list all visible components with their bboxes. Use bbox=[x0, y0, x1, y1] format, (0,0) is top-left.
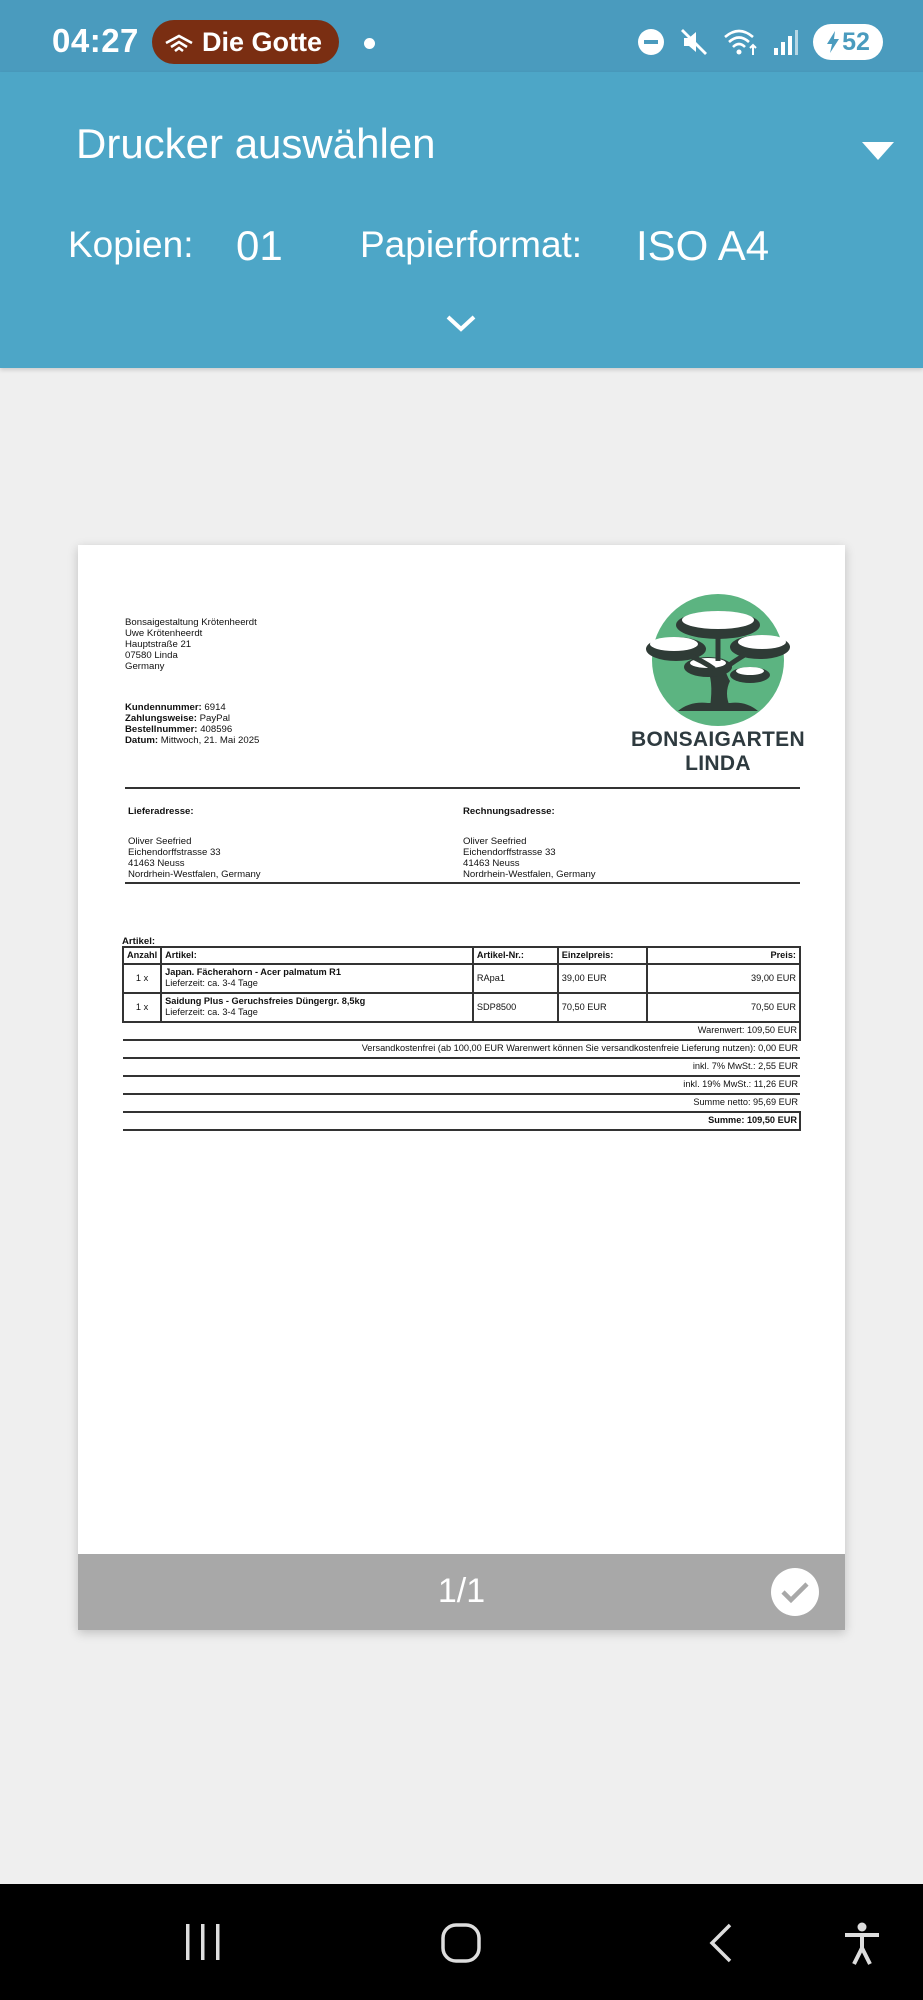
item-sku: RApa1 bbox=[473, 964, 558, 993]
customer-number-label: Kundennummer: bbox=[125, 702, 202, 713]
shipping-cost: Versandkostenfrei (ab 100,00 EUR Warenwert können Sie versandkostenfreie Lieferung nutzen): 0,00 EUR bbox=[123, 1040, 800, 1058]
audible-icon bbox=[164, 31, 194, 53]
chevron-down-icon[interactable] bbox=[444, 312, 478, 334]
vat-19: inkl. 19% MwSt.: 11,26 EUR bbox=[123, 1076, 800, 1094]
dnd-icon bbox=[637, 28, 665, 56]
copies-label: Kopien: bbox=[68, 224, 194, 265]
billing-heading: Rechnungsadresse: bbox=[463, 806, 555, 817]
order-date: Mittwoch, 21. Mai 2025 bbox=[160, 735, 260, 746]
notification-text: Die Gotte bbox=[202, 26, 323, 57]
column-header-sku: Artikel-Nr.: bbox=[473, 947, 558, 964]
divider bbox=[125, 787, 800, 789]
address-line: 41463 Neuss bbox=[463, 858, 520, 869]
logo-text: BONSAIGARTEN LINDA bbox=[631, 728, 805, 775]
charging-bolt-icon bbox=[826, 31, 840, 53]
item-description bbox=[161, 993, 473, 1022]
address-line: Oliver Seefried bbox=[463, 836, 527, 847]
battery-indicator bbox=[813, 24, 883, 60]
status-bar bbox=[0, 0, 923, 72]
shipping-heading: Lieferadresse: bbox=[128, 806, 194, 817]
battery-level: 52 bbox=[842, 27, 870, 56]
back-icon[interactable] bbox=[706, 1922, 736, 1964]
page-indicator: 1/1 bbox=[437, 1572, 486, 1610]
column-header-article: Artikel: bbox=[161, 947, 473, 964]
notification-dot bbox=[364, 38, 375, 49]
table-row bbox=[123, 964, 800, 993]
customer-number: 6914 bbox=[204, 702, 226, 713]
order-number-label: Bestellnummer: bbox=[125, 724, 198, 735]
recent-apps-icon[interactable] bbox=[183, 1922, 223, 1962]
column-header-price: Preis: bbox=[647, 947, 800, 964]
order-number: 408596 bbox=[200, 724, 233, 735]
address-line: Nordrhein-Westfalen, Germany bbox=[463, 869, 596, 880]
address-line: Oliver Seefried bbox=[128, 836, 192, 847]
item-unit-price: 39,00 EUR bbox=[558, 964, 647, 993]
totals-row bbox=[123, 1076, 800, 1094]
item-price: 39,00 EUR bbox=[647, 964, 800, 993]
date-label: Datum: bbox=[125, 735, 159, 746]
item-price: 70,50 EUR bbox=[647, 993, 800, 1022]
totals-row bbox=[123, 1094, 800, 1112]
customer-info bbox=[125, 702, 259, 746]
sender-line: Hauptstraße 21 bbox=[125, 639, 192, 650]
checkmark-icon bbox=[780, 1580, 810, 1604]
vat-7: inkl. 7% MwSt.: 2,55 EUR bbox=[123, 1058, 800, 1076]
page-select-checkbox[interactable] bbox=[771, 1568, 819, 1616]
totals-row bbox=[123, 1040, 800, 1058]
item-qty: 1 x bbox=[123, 993, 161, 1022]
page-footer-bar bbox=[78, 1554, 845, 1630]
print-options-header bbox=[0, 72, 923, 368]
totals-row bbox=[123, 1058, 800, 1076]
address-line: Nordrhein-Westfalen, Germany bbox=[128, 869, 261, 880]
payment-method: PayPal bbox=[199, 713, 231, 724]
totals-row bbox=[123, 1022, 800, 1040]
table-header-row bbox=[123, 947, 800, 964]
home-icon[interactable] bbox=[440, 1922, 482, 1964]
address-line: 41463 Neuss bbox=[128, 858, 185, 869]
paper-size-label: Papierformat: bbox=[360, 224, 583, 265]
totals-row bbox=[123, 1112, 800, 1130]
dropdown-arrow-icon[interactable] bbox=[862, 142, 894, 160]
payment-label: Zahlungsweise: bbox=[125, 713, 197, 724]
sender-line: Bonsaigestaltung Krötenheerdt bbox=[125, 617, 257, 628]
accessibility-icon[interactable] bbox=[843, 1922, 881, 1966]
navigation-bar bbox=[0, 1884, 923, 2000]
item-name: Saidung Plus - Geruchsfreies Düngergr. 8,5kg bbox=[165, 996, 366, 1006]
grand-total: Summe: 109,50 EUR bbox=[123, 1112, 800, 1130]
column-header-unit-price: Einzelpreis: bbox=[558, 947, 647, 964]
items-table bbox=[122, 946, 801, 1131]
sender-line: Uwe Krötenheerdt bbox=[125, 628, 203, 639]
divider bbox=[125, 882, 800, 884]
wifi-icon bbox=[723, 27, 759, 57]
paper-size-value[interactable]: ISO A4 bbox=[636, 222, 770, 269]
item-name: Japan. Fächerahorn - Acer palmatum R1 bbox=[165, 967, 341, 977]
clock: 04:27 bbox=[52, 22, 139, 59]
printer-select-dropdown[interactable]: Drucker auswählen bbox=[76, 120, 436, 167]
shipping-address bbox=[128, 836, 261, 880]
column-header-qty: Anzahl bbox=[123, 947, 161, 964]
item-qty: 1 x bbox=[123, 964, 161, 993]
address-line: Eichendorffstrasse 33 bbox=[128, 847, 221, 858]
item-delivery: Lieferzeit: ca. 3-4 Tage bbox=[165, 978, 258, 988]
goods-value: Warenwert: 109,50 EUR bbox=[123, 1022, 800, 1040]
print-preview-page[interactable] bbox=[78, 545, 845, 1630]
status-icons bbox=[637, 20, 883, 64]
item-sku: SDP8500 bbox=[473, 993, 558, 1022]
item-unit-price: 70,50 EUR bbox=[558, 993, 647, 1022]
item-description bbox=[161, 964, 473, 993]
net-total: Summe netto: 95,69 EUR bbox=[123, 1094, 800, 1112]
item-delivery: Lieferzeit: ca. 3-4 Tage bbox=[165, 1007, 258, 1017]
signal-icon bbox=[773, 28, 799, 56]
mute-icon bbox=[679, 27, 709, 57]
bonsai-tree-logo-icon bbox=[618, 589, 818, 727]
table-row bbox=[123, 993, 800, 1022]
sender-line: 07580 Linda bbox=[125, 650, 178, 661]
media-notification-pill[interactable] bbox=[152, 20, 339, 64]
sender-line: Germany bbox=[125, 661, 165, 672]
billing-address bbox=[463, 836, 596, 880]
items-caption: Artikel: bbox=[122, 936, 156, 947]
copies-value[interactable]: 01 bbox=[236, 222, 283, 269]
address-line: Eichendorffstrasse 33 bbox=[463, 847, 556, 858]
sender-address bbox=[125, 617, 257, 672]
